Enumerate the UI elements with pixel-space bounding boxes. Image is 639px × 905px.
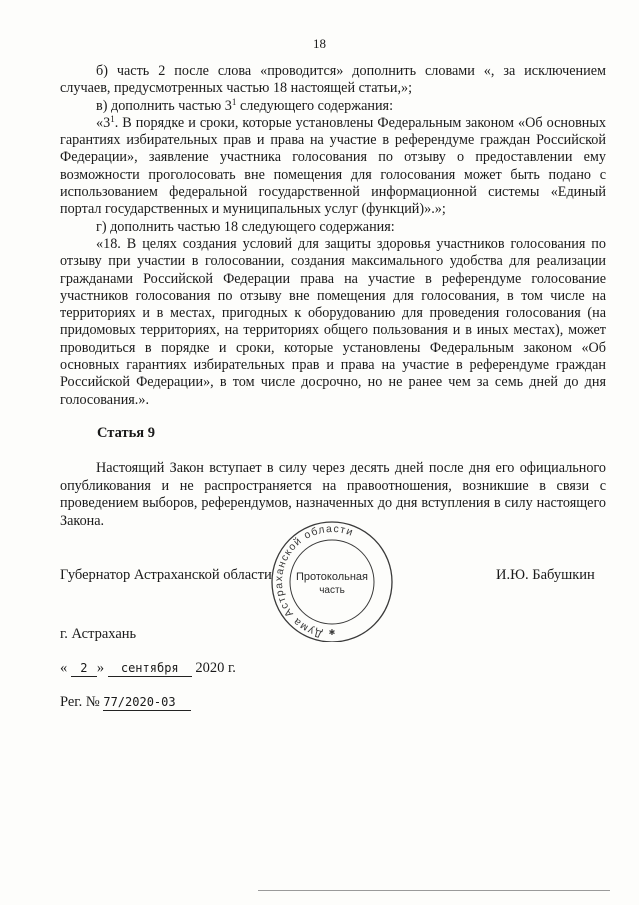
registration-number: 77/2020-03 xyxy=(103,695,191,711)
amendment-b: б) часть 2 после слова «проводится» дополнить словами «, за исключением случаев, предусмотренных частью 18 настоящей статьи,»; xyxy=(60,63,606,97)
date-day: 2 xyxy=(71,661,97,677)
registration-line xyxy=(60,694,191,711)
registration-label: Рег. № xyxy=(60,694,100,710)
signer-title: Губернатор Астраханской области xyxy=(60,567,272,583)
amendment-v-text-end: следующего содержания: xyxy=(236,97,394,114)
article-paragraph: Настоящий Закон вступает в силу через десять дней после дня его официального опубликования и не распространяется на правоотношения, возникшие в связи с проведением выборов, референдумов, назначенных до дня вступления в силу настоящего Закона. xyxy=(60,460,606,529)
place: г. Астрахань xyxy=(60,626,137,642)
stamp-ring-text: Дума Астраханской области xyxy=(272,522,356,640)
part-3-1-number: «3 xyxy=(96,114,111,131)
amendment-v xyxy=(60,98,606,115)
date-open-quote: « xyxy=(60,660,68,676)
date-month: сентября xyxy=(108,661,192,677)
footer-divider xyxy=(258,890,610,891)
stamp-star-icon: ✱ xyxy=(328,628,336,637)
date-close-quote: » xyxy=(96,660,105,676)
article-heading: Статья 9 xyxy=(97,425,155,441)
part-3-1-body: . В порядке и сроки, которые установлены Федеральным законом «Об основных гарантиях избирательных прав и права на участие в референдуме граждан Российской Федерации», заявление участника голосования по отзыву о предоставлении ему возможности проголосовать вне помещения для голосования может быть подано с использованием федеральной государственной информационной системы «Единый портал государственных и муниципальных услуг (функций)».»; xyxy=(60,114,606,218)
superscript: 1 xyxy=(110,113,115,124)
stamp-center-line-2: часть xyxy=(319,585,345,596)
signer-name: И.Ю. Бабушкин xyxy=(496,567,595,583)
amendments-text xyxy=(60,63,606,409)
page-number: 18 xyxy=(313,36,326,51)
part-3-1-text xyxy=(60,115,606,219)
amendment-g: г) дополнить частью 18 следующего содержания: xyxy=(96,218,395,235)
date-line xyxy=(60,660,236,677)
amendment-v-text: в) дополнить частью 3 xyxy=(96,97,232,114)
date-year: 2020 г. xyxy=(195,660,236,676)
stamp-center-line-1: Протокольная xyxy=(295,571,369,583)
official-stamp xyxy=(268,518,396,642)
superscript: 1 xyxy=(231,96,237,107)
part-18-text: «18. В целях создания условий для защиты здоровья участников голосования по отзыву при участии в голосовании, создания максимального удобства для реализации гражданами Российской Федерации права на участие в референдуме голосование участников голосования по отзыву вне помещения для голосования, в том числе на территориях и в местах, пригодных к оборудованию для проведения голосования (на придомовых территориях, на территориях общего пользования и в иных местах), может проводиться в порядке и сроки, которые установлены Федеральным законом «Об основных гарантиях избирательных прав и права на участие в референдуме граждан Российской Федерации», в том числе досрочно, но не ранее чем за семь дней до дня голосования.». xyxy=(60,235,606,408)
